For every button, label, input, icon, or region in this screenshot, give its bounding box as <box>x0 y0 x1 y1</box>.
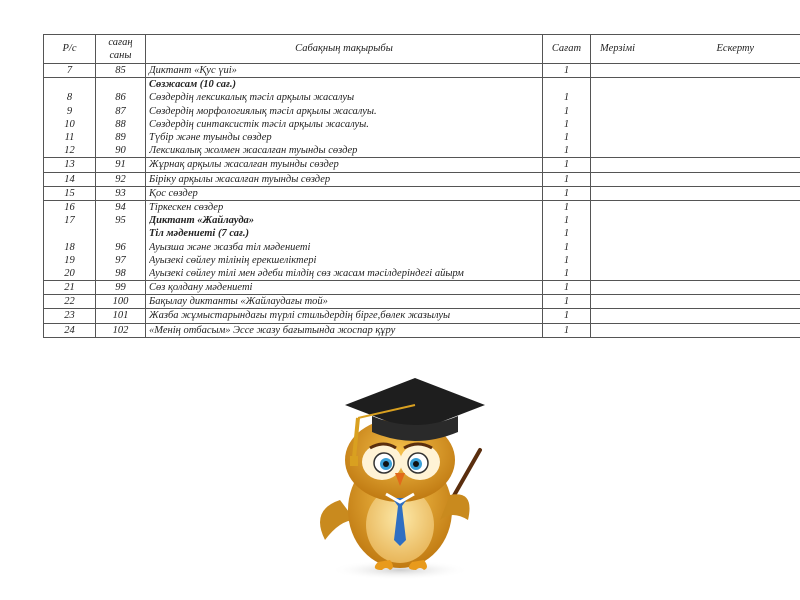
cell-line-lesson: 87 <box>115 105 126 117</box>
cell-num: 21 <box>44 281 96 295</box>
cell-line-topic: Сөздердің морфологиялық тәсіл арқылы жасалуы. <box>149 105 377 117</box>
header-note: Ескерту <box>716 43 754 55</box>
cell-line-hours: 1 <box>563 118 570 130</box>
table-row <box>44 158 800 172</box>
cell-line-lesson: 96 <box>115 241 126 253</box>
cell-line-topic: Ауызекі сөйлеу тілінің ерекшеліктері <box>149 254 317 266</box>
cell-term-note <box>591 78 800 158</box>
lesson-plan-table <box>43 34 800 338</box>
cell-num: 14 <box>44 172 96 186</box>
cell-line-num: 17 <box>64 215 75 227</box>
cell-topic <box>146 78 543 158</box>
cell-line-topic: Ауызекі сөйлеу тілі мен әдеби тілдің сөз жасам тәсілдеріндегі айырм <box>149 267 464 279</box>
cell-num: 23 <box>44 309 96 323</box>
cell-lesson: 101 <box>96 309 146 323</box>
cell-term-note <box>591 186 800 200</box>
cell-line-num: 8 <box>66 92 73 104</box>
cell-lesson: 91 <box>96 158 146 172</box>
table-body <box>44 64 800 338</box>
cell-line-hours: 1 <box>563 92 570 104</box>
header-topic: Сабақның тақырыбы <box>146 35 543 64</box>
cell-line-hours: 1 <box>563 145 570 157</box>
cell-hours: 1 <box>543 186 591 200</box>
cell-num: 7 <box>44 64 96 78</box>
cell-line-hours: 1 <box>563 215 570 227</box>
cell-line-num: 16 <box>64 201 75 213</box>
cell-num: 22 <box>44 295 96 309</box>
cell-line-hours: 1 <box>563 201 570 213</box>
cell-hours: 1 <box>543 172 591 186</box>
cell-line-lesson: 94 <box>115 201 126 213</box>
table-row <box>44 281 800 295</box>
table-header-row <box>44 35 800 64</box>
header-number: Р/с <box>44 35 96 64</box>
cell-line-topic: Диктант «Жайлауда» <box>149 215 255 227</box>
table-row <box>44 186 800 200</box>
cell-line-lesson: 86 <box>115 92 126 104</box>
cell-topic: Қос сөздер <box>146 186 543 200</box>
header-term: Мерзімі <box>600 43 636 55</box>
cell-num: 24 <box>44 323 96 337</box>
cell-line-num: 10 <box>64 118 75 130</box>
owl-mascot-image <box>300 370 500 585</box>
cell-topic: Сөз қолдану мәдениеті <box>146 281 543 295</box>
cell-line-num: 19 <box>64 254 75 266</box>
cell-line-hours: 1 <box>563 228 570 240</box>
table-row <box>44 309 800 323</box>
section-title: Сөзжасам (10 сағ.) <box>149 79 237 91</box>
cell-hours: 1 <box>543 158 591 172</box>
table-row <box>44 78 800 158</box>
cell-num <box>44 78 96 158</box>
header-lesson-count: сағаң саны <box>96 35 146 64</box>
cell-term-note <box>591 158 800 172</box>
cell-lesson: 85 <box>96 64 146 78</box>
cell-line-hours: 1 <box>563 254 570 266</box>
cell-hours <box>543 200 591 280</box>
cell-term-note <box>591 323 800 337</box>
cell-hours: 1 <box>543 323 591 337</box>
cell-line-num: 12 <box>64 145 75 157</box>
cell-line-topic: Сөздердің синтаксистік тәсіл арқылы жасалуы. <box>149 118 369 130</box>
cell-term-note <box>591 295 800 309</box>
table-row <box>44 323 800 337</box>
cell-lesson: 102 <box>96 323 146 337</box>
cell-line-hours: 1 <box>563 131 570 143</box>
cell-line-lesson: 88 <box>115 118 126 130</box>
table-row <box>44 64 800 78</box>
cell-hours <box>543 78 591 158</box>
cell-term-note <box>591 64 800 78</box>
cell-line-lesson: 98 <box>115 267 126 279</box>
cell-num: 15 <box>44 186 96 200</box>
cell-line-lesson: 89 <box>115 131 126 143</box>
cell-hours: 1 <box>543 64 591 78</box>
cell-line-num: 18 <box>64 241 75 253</box>
cell-line-num: 9 <box>66 105 73 117</box>
table-row <box>44 172 800 186</box>
cell-line-topic: Лексикалық жолмен жасалған туынды сөздер <box>149 145 358 157</box>
table-row <box>44 200 800 280</box>
cell-lesson: 92 <box>96 172 146 186</box>
cell-lesson <box>96 78 146 158</box>
cell-line-num: 11 <box>64 131 75 143</box>
cell-hours: 1 <box>543 281 591 295</box>
cell-topic: «Менің отбасым» Эссе жазу бағытында жоспар құру <box>146 323 543 337</box>
table-row <box>44 295 800 309</box>
cell-term-note <box>591 172 800 186</box>
cell-line-num <box>47 227 92 240</box>
cell-line-topic: Тіркескен сөздер <box>149 201 224 213</box>
cell-line-lesson: 95 <box>115 215 126 227</box>
cell-term-note <box>591 309 800 323</box>
cell-topic: Диктант «Қус үиі» <box>146 64 543 78</box>
cell-lesson: 99 <box>96 281 146 295</box>
cell-line-topic: Тіл мәдениеті (7 сағ.) <box>149 228 249 240</box>
cell-line-topic: Ауызша және жазба тіл мәдениеті <box>149 241 311 253</box>
cell-lesson <box>96 200 146 280</box>
header-hours: Сағат <box>543 35 591 64</box>
cell-term-note <box>591 200 800 280</box>
cell-topic: Жазба жұмыстарындағы түрлі стильдердің бірге,бөлек жазылуы <box>146 309 543 323</box>
cell-line-num: 20 <box>64 267 75 279</box>
cell-num <box>44 200 96 280</box>
cell-line-lesson <box>99 227 142 240</box>
cell-line-lesson: 90 <box>115 145 126 157</box>
cell-lesson: 100 <box>96 295 146 309</box>
cell-line-topic: Сөздердің лексикалық тәсіл арқылы жасалуы <box>149 92 355 104</box>
cell-lesson: 93 <box>96 186 146 200</box>
cell-topic: Біріку арқылы жасалған туынды сөздер <box>146 172 543 186</box>
cell-line-hours: 1 <box>563 105 570 117</box>
header-term-note <box>591 35 800 64</box>
cell-term-note <box>591 281 800 295</box>
cell-line-hours: 1 <box>563 241 570 253</box>
cell-topic <box>146 200 543 280</box>
cell-hours: 1 <box>543 295 591 309</box>
cell-num: 13 <box>44 158 96 172</box>
cell-line-topic: Түбір және туынды сөздер <box>149 131 272 143</box>
cell-line-hours: 1 <box>563 267 570 279</box>
cell-topic: Жұрнақ арқылы жасалған туынды сөздер <box>146 158 543 172</box>
cell-hours: 1 <box>543 309 591 323</box>
cell-topic: Бақылау диктанты «Жайлаудағы той» <box>146 295 543 309</box>
cell-line-lesson: 97 <box>115 254 126 266</box>
